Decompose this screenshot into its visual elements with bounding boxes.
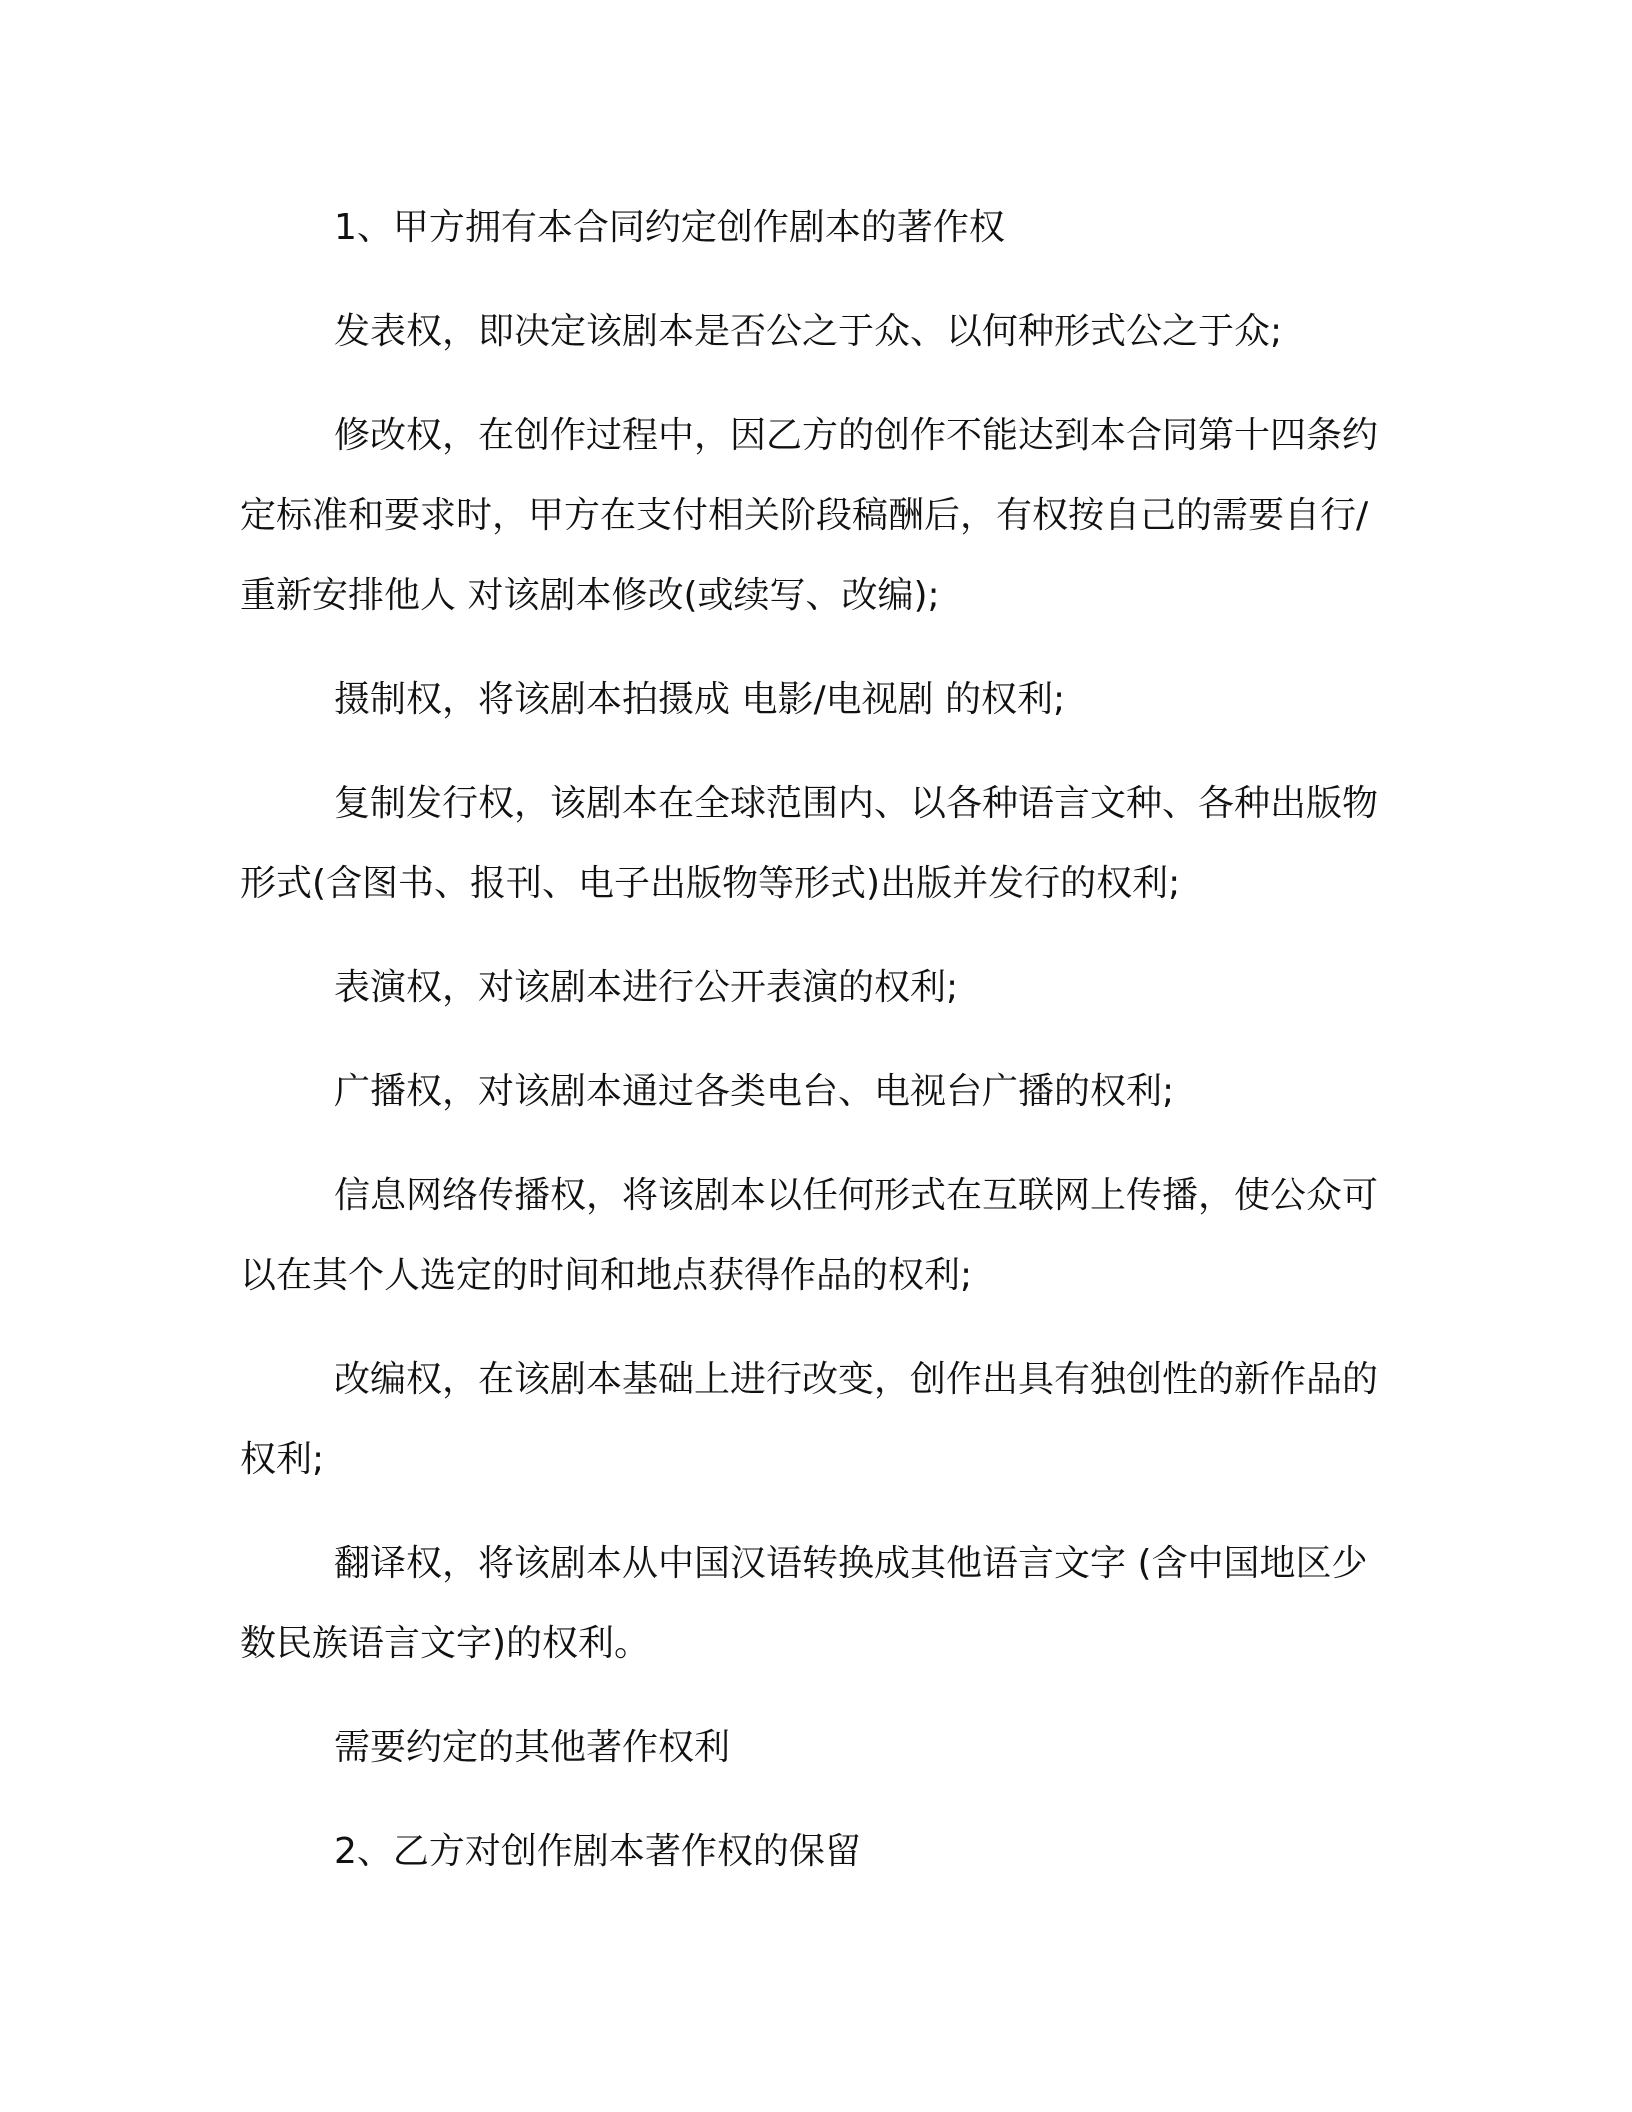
- section-heading-2: 2、乙方对创作剧本著作权的保留: [334, 1831, 861, 1872]
- paragraph-translation-right: 翻译权，将该剧本从中国汉语转换成其他语言文字 (含中国地区少数民族语言文字)的权利。: [240, 1543, 1368, 1664]
- section-heading-1: 1、甲方拥有本合同约定创作剧本的著作权: [334, 207, 1005, 248]
- paragraph-modification-right: 修改权，在创作过程中，因乙方的创作不能达到本合同第十四条约定标准和要求时，甲方在支付相关阶段稿酬后，有权按自己的需要自行/重新安排他人 对该剧本修改(或续写、改编);: [240, 415, 1379, 616]
- paragraph-reproduction-distribution-right: 复制发行权，该剧本在全球范围内、以各种语言文种、各种出版物形式(含图书、报刊、电子出版物等形式)出版并发行的权利;: [240, 783, 1379, 904]
- paragraph-performance-right: 表演权，对该剧本进行公开表演的权利;: [334, 967, 959, 1008]
- paragraph-broadcasting-right: 广播权，对该剧本通过各类电台、电视台广播的权利;: [334, 1071, 1175, 1112]
- paragraph-other-rights: 需要约定的其他著作权利: [334, 1727, 731, 1768]
- paragraph-information-network-right: 信息网络传播权，将该剧本以任何形式在互联网上传播，使公众可以在其个人选定的时间和地点获得作品的权利;: [240, 1175, 1379, 1296]
- document-body: [240, 188, 1390, 1892]
- paragraph-adaptation-right: 改编权，在该剧本基础上进行改变，创作出具有独创性的新作品的权利;: [240, 1359, 1379, 1480]
- paragraph-filming-right: 摄制权，将该剧本拍摄成 电影/电视剧 的权利;: [334, 679, 1066, 720]
- paragraph-publication-right: 发表权，即决定该剧本是否公之于众、以何种形式公之于众;: [334, 311, 1283, 352]
